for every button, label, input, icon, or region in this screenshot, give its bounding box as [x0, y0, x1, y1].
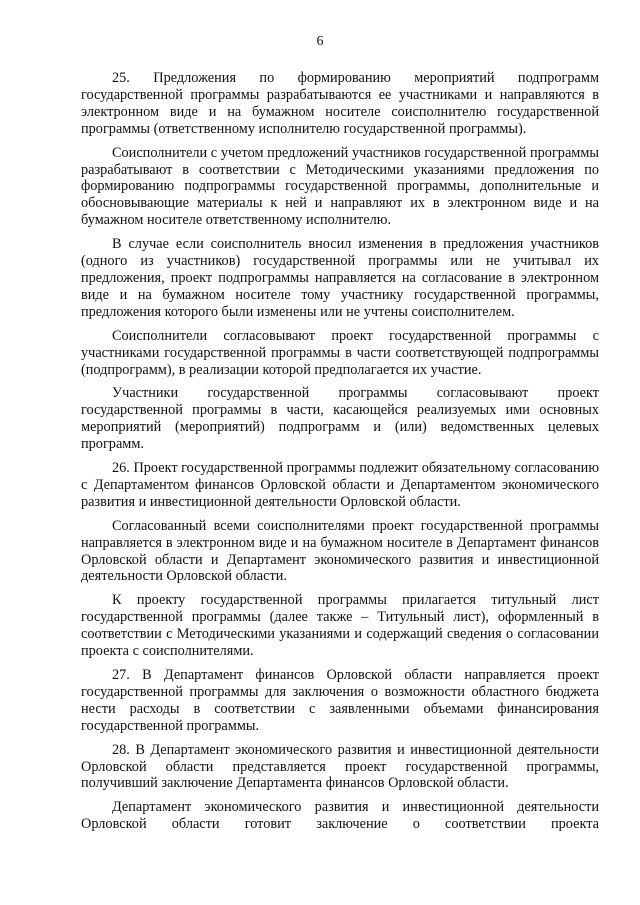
paragraph-changes-approval: В случае если соисполнитель вносил изменения в предложения участников (одного из участников) государственной программы или не учитывал их предложения, проект подпрограммы направляется на согласование в электронном виде и на бумажном носителе тому участнику государственной программы, предложения которого были изменены или не учтены соисполнителем.	[81, 236, 599, 320]
paragraph-coexecutors-develop: Соисполнители с учетом предложений участников государственной программы разрабатывают в соответствии с Методическими указаниями предложения по формированию подпрограммы государственной программы, дополнительные и обосновывающие материалы к ней и направляют их в электронном виде и на бумажном носителе ответственному исполнителю.	[81, 144, 599, 229]
paragraph-26: 26. Проект государственной программы подлежит обязательному согласованию с Департаментом финансов Орловской области и Департаментом экономического развития и инвестиционной деятельности Орловской области.	[81, 460, 600, 510]
paragraph-participants-agree: Участники государственной программы согласовывают проект государственной программы в части, касающейся реализуемых ими основных мероприятий (мероприятий) подпрограмм и (или) ведомственных целевых программ.	[81, 385, 599, 453]
page-number: 6	[316, 34, 324, 49]
paragraph-27: 27. В Департамент финансов Орловской области направляется проект государственной программы для заключения о возможности областного бюджета нести расходы в соответствии с заявленными объемами финансирования государственной программы.	[81, 667, 599, 734]
paragraph-28: 28. В Департамент экономического развития и инвестиционной деятельности Орловской области представляется проект государственной программы, получивший заключение Департамента финансов Орловской области.	[81, 741, 599, 792]
paragraph-agreed-project: Согласованный всеми соисполнителями проект государственной программы направляется в электронном виде и на бумажном носителе в Департамент финансов Орловской области и Департамент экономического развития и инвестиционной деятельности Орловской области.	[81, 517, 599, 585]
paragraph-25: 25. Предложения по формированию мероприятий подпрограмм государственной программы разрабатываются ее участниками и направляются в электронном виде и на бумажном носителе соисполнителю государственной программы (ответственному исполнителю государственной программы).	[81, 70, 599, 137]
paragraph-title-sheet: К проекту государственной программы прилагается титульный лист государственной программы (далее также – Титульный лист), оформленный в соответствии с Методическими указаниями и содержащий сведения о согласовании проекта с соисполнителями.	[81, 592, 599, 660]
paragraph-coexecutors-agree: Соисполнители согласовывают проект государственной программы с участниками государственной программы в части соответствующей подпрограммы (подпрограмм), в реализации которой предполагается их участие.	[81, 327, 599, 378]
paragraph-economic-conclusion: Департамент экономического развития и инвестиционной деятельности Орловской области готовит заключение о соответствии проекта	[81, 799, 599, 833]
document-body	[81, 70, 599, 833]
